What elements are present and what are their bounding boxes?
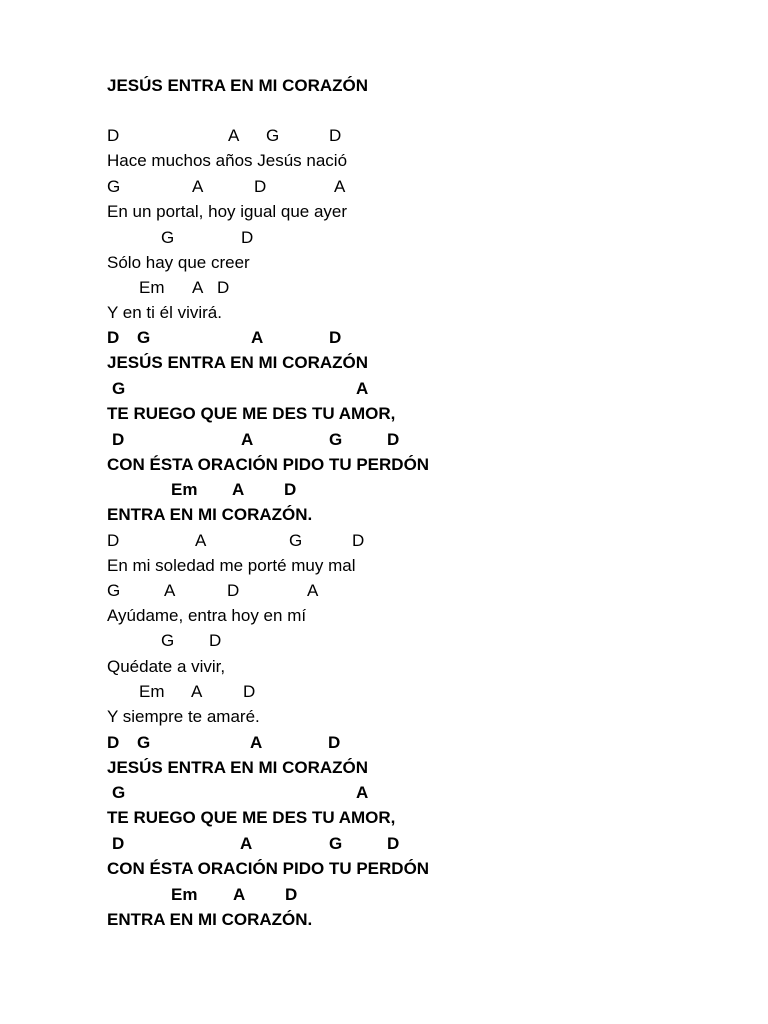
chord-d: D bbox=[352, 531, 365, 550]
chorus1-line3: CON ÉSTA ORACIÓN PIDO TU PERDÓN bbox=[107, 455, 430, 474]
chord-d: D bbox=[387, 430, 400, 449]
chord-d: D bbox=[285, 885, 298, 904]
song-title: JESÚS ENTRA EN MI CORAZÓN bbox=[107, 76, 369, 95]
verse1-line2: En un portal, hoy igual que ayer bbox=[107, 202, 348, 221]
chord-d: D bbox=[107, 126, 120, 145]
chord-a: A bbox=[192, 278, 204, 297]
verse2-line4: Y siempre te amaré. bbox=[107, 707, 260, 726]
chord-d: D bbox=[107, 531, 120, 550]
chord-d: D bbox=[329, 328, 342, 347]
chorus2-line4: ENTRA EN MI CORAZÓN. bbox=[107, 910, 313, 929]
verse1-line1: Hace muchos años Jesús nació bbox=[107, 151, 348, 170]
chord-g: G bbox=[137, 328, 151, 347]
verse2-line2: Ayúdame, entra hoy en mí bbox=[107, 606, 307, 625]
chord-a: A bbox=[334, 177, 346, 196]
chord-g: G bbox=[289, 531, 303, 550]
chord-g: G bbox=[329, 834, 343, 853]
chord-d: D bbox=[241, 228, 254, 247]
chord-d: D bbox=[209, 631, 222, 650]
chord-g: G bbox=[112, 379, 126, 398]
chord-em: Em bbox=[171, 480, 198, 499]
chord-d: D bbox=[112, 834, 125, 853]
chorus1-line4: ENTRA EN MI CORAZÓN. bbox=[107, 505, 313, 524]
chord-em: Em bbox=[139, 682, 165, 701]
chord-em: Em bbox=[139, 278, 165, 297]
verse2-line1: En mi soledad me porté muy mal bbox=[107, 556, 356, 575]
chord-d: D bbox=[107, 328, 120, 347]
verse1-line3: Sólo hay que creer bbox=[107, 253, 250, 272]
chord-a: A bbox=[228, 126, 240, 145]
chord-a: A bbox=[356, 783, 369, 802]
chord-d: D bbox=[329, 126, 342, 145]
chord-d: D bbox=[227, 581, 240, 600]
chord-g: G bbox=[161, 631, 175, 650]
chord-a: A bbox=[192, 177, 204, 196]
chord-d: D bbox=[328, 733, 341, 752]
chorus2-line3: CON ÉSTA ORACIÓN PIDO TU PERDÓN bbox=[107, 859, 430, 878]
chord-g: G bbox=[112, 783, 126, 802]
chord-d: D bbox=[112, 430, 125, 449]
chord-a: A bbox=[250, 733, 263, 752]
chorus1-line2: TE RUEGO QUE ME DES TU AMOR, bbox=[107, 404, 396, 423]
chord-g: G bbox=[137, 733, 151, 752]
chord-d: D bbox=[217, 278, 230, 297]
chord-a: A bbox=[251, 328, 264, 347]
chord-a: A bbox=[356, 379, 369, 398]
chord-g: G bbox=[107, 177, 121, 196]
chord-d: D bbox=[107, 733, 120, 752]
chord-a: A bbox=[240, 834, 253, 853]
chord-g: G bbox=[266, 126, 280, 145]
chord-em: Em bbox=[171, 885, 198, 904]
chorus2-line1: JESÚS ENTRA EN MI CORAZÓN bbox=[107, 758, 369, 777]
chord-g: G bbox=[329, 430, 343, 449]
chord-a: A bbox=[233, 885, 246, 904]
chord-d: D bbox=[284, 480, 297, 499]
verse2-line3: Quédate a vivir, bbox=[107, 657, 226, 676]
chorus1-line1: JESÚS ENTRA EN MI CORAZÓN bbox=[107, 353, 369, 372]
chord-a: A bbox=[164, 581, 176, 600]
chord-a: A bbox=[195, 531, 207, 550]
chord-g: G bbox=[107, 581, 121, 600]
chord-a: A bbox=[307, 581, 319, 600]
chord-a: A bbox=[232, 480, 245, 499]
chord-a: A bbox=[191, 682, 203, 701]
chord-d: D bbox=[243, 682, 256, 701]
chord-g: G bbox=[161, 228, 175, 247]
chord-d: D bbox=[254, 177, 267, 196]
chorus2-line2: TE RUEGO QUE ME DES TU AMOR, bbox=[107, 808, 396, 827]
chord-d: D bbox=[387, 834, 400, 853]
chord-a: A bbox=[241, 430, 254, 449]
verse1-line4: Y en ti él vivirá. bbox=[107, 303, 222, 322]
